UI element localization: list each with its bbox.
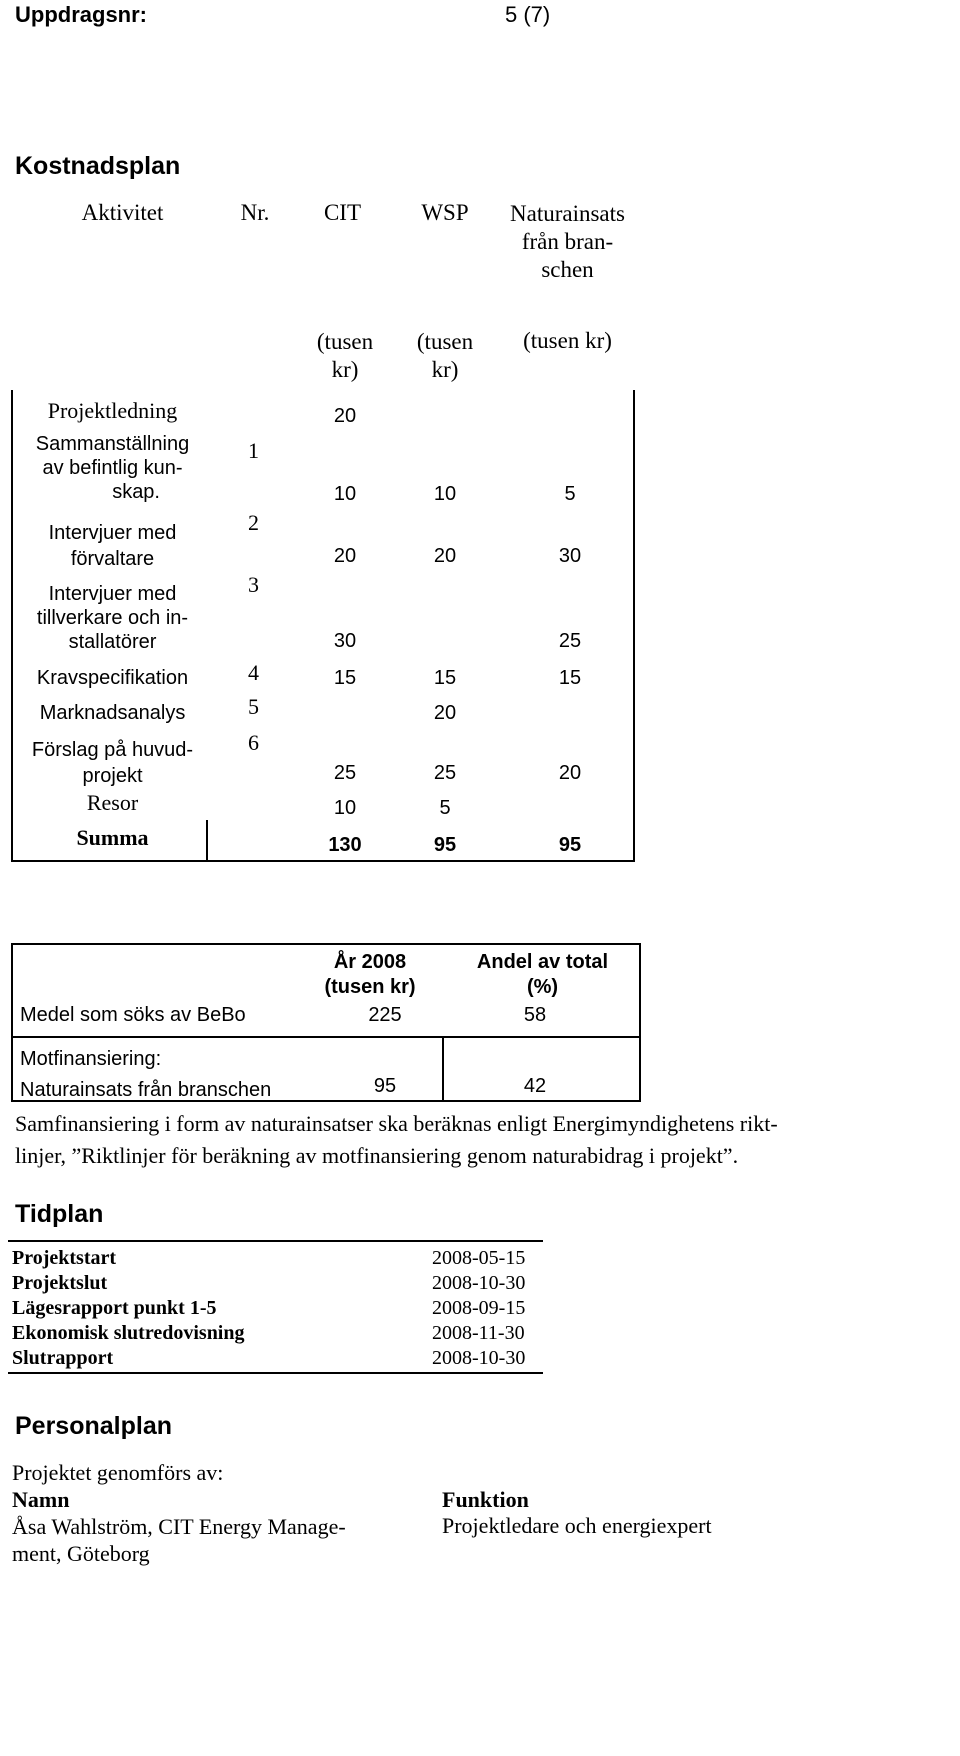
financing-note: [15, 1108, 955, 1172]
cell-wsp: 15: [433, 667, 457, 689]
tidplan-border-top: [8, 1240, 543, 1242]
fin-row1-value: 225: [368, 1004, 402, 1026]
fin-header-ar-line1: År 2008: [333, 951, 407, 973]
fin-border-right: [639, 943, 641, 1102]
tidplan-title: Tidplan: [15, 1200, 104, 1228]
cell-cit-total: 130: [328, 834, 362, 856]
personalplan-col-function: Funktion: [442, 1487, 529, 1512]
unit-cit-line1: (tusen: [316, 329, 374, 354]
row-label-line: av befintlig kun-: [42, 457, 183, 479]
cell-wsp: 20: [433, 545, 457, 567]
row-label-sammanstallning: [15, 432, 210, 504]
fin-row2-pct: 42: [523, 1075, 547, 1097]
personalplan-function: Projektledare och energiexpert: [442, 1513, 712, 1538]
cell-wsp: 25: [433, 762, 457, 784]
row-label-intervjuer-forvaltare: [15, 520, 210, 572]
cell-wsp: 5: [439, 797, 451, 819]
tidplan-date: 2008-10-30: [432, 1272, 526, 1294]
tidplan-date: 2008-05-15: [432, 1247, 526, 1269]
row-label-line: Förslag på huvud-: [31, 739, 194, 761]
col-header-cit: CIT: [323, 200, 362, 225]
unit-cit-line2: kr): [331, 357, 359, 382]
row-label-line: tillverkare och in-: [36, 607, 189, 629]
financing-note-line1: Samfinansiering i form av naturainsatser ska beräknas enligt Energimyndighetens rikt-: [15, 1111, 778, 1136]
fin-row2-label: [20, 1044, 271, 1106]
fin-row2-label-line2: Naturainsats från branschen: [20, 1079, 272, 1101]
row-label-line: projekt: [82, 765, 143, 787]
fin-row2-value: 95: [373, 1075, 397, 1097]
cell-cit: 25: [333, 762, 357, 784]
row-label-summa: Summa: [76, 825, 149, 850]
tidplan-label: Ekonomisk slutredovisning: [12, 1322, 245, 1344]
row-label-marknadsanalys: Marknadsanalys: [39, 702, 186, 724]
personalplan-col-name: Namn: [12, 1487, 70, 1512]
col-header-naturainsats-line2: från bran-: [521, 229, 614, 254]
tidplan-label: Projektstart: [12, 1247, 117, 1269]
cell-wsp: 20: [433, 702, 457, 724]
tidplan-label: Projektslut: [12, 1272, 108, 1294]
fin-row2-label-line1: Motfinansiering:: [20, 1048, 162, 1070]
personalplan-person-line2: ment, Göteborg: [12, 1541, 150, 1566]
cell-natur: 15: [558, 667, 582, 689]
cell-nr: 3: [248, 572, 259, 597]
fin-header-andel-line2: (%): [526, 976, 559, 998]
cell-nr: 6: [248, 730, 259, 755]
fin-header-andel: [460, 950, 625, 1000]
col-header-naturainsats: [495, 200, 640, 284]
fin-row1-pct: 58: [523, 1004, 547, 1026]
row-label-line: förvaltare: [70, 548, 155, 570]
col-header-naturainsats-line1: Naturainsats: [510, 201, 625, 226]
fin-border-top: [11, 943, 641, 945]
fin-border-left-bottom: [11, 1036, 13, 1102]
personalplan-person-line1: Åsa Wahlström, CIT Energy Manage-: [12, 1514, 346, 1539]
unit-wsp-line2: kr): [431, 357, 459, 382]
fin-row1-label: Medel som söks av BeBo: [20, 1004, 246, 1026]
cell-wsp-total: 95: [433, 834, 457, 856]
col-header-wsp: WSP: [421, 200, 469, 225]
fin-header-andel-line1: Andel av total: [476, 951, 609, 973]
cell-natur-total: 95: [558, 834, 582, 856]
personalplan-title: Personalplan: [15, 1412, 172, 1440]
fin-header-ar-line2: (tusen kr): [324, 976, 416, 998]
fin-col-divider: [442, 1036, 444, 1102]
personalplan-person: [12, 1513, 346, 1567]
col-header-naturainsats-line3: schen: [541, 257, 594, 282]
cell-nr: 2: [248, 510, 259, 535]
row-label-resor: Resor: [86, 790, 139, 815]
cell-natur: 20: [558, 762, 582, 784]
page-number: 5 (7): [505, 2, 551, 27]
row-label-line: Sammanställning: [35, 433, 190, 455]
tidplan-label: Lägesrapport punkt 1-5: [12, 1297, 217, 1319]
row-label-line: Intervjuer med: [48, 583, 177, 605]
row-label-intervjuer-tillverkare: [15, 582, 210, 654]
col-header-nr: Nr.: [240, 200, 270, 225]
cell-cit: 10: [333, 483, 357, 505]
cell-cit: 15: [333, 667, 357, 689]
row-label-line: Intervjuer med: [48, 522, 177, 544]
tidplan-date: 2008-11-30: [432, 1322, 525, 1344]
fin-border-middle: [11, 1036, 641, 1038]
cell-cit: 30: [333, 630, 357, 652]
unit-cit: [290, 328, 400, 384]
unit-wsp-line1: (tusen: [416, 329, 474, 354]
unit-naturainsats: (tusen kr): [523, 328, 612, 353]
cell-nr: 1: [248, 438, 259, 463]
table-border-right: [633, 390, 635, 862]
cell-cit: 20: [333, 405, 357, 427]
row-label-kravspecifikation: Kravspecifikation: [36, 667, 189, 689]
tidplan-date: 2008-09-15: [432, 1297, 526, 1319]
cell-natur: 25: [558, 630, 582, 652]
kostnadsplan-title: Kostnadsplan: [15, 152, 181, 180]
tidplan-label: Slutrapport: [12, 1347, 114, 1369]
cell-wsp: 10: [433, 483, 457, 505]
financing-note-line2: linjer, ”Riktlinjer för beräkning av motfinansiering genom naturabidrag i projekt”.: [15, 1143, 739, 1168]
cell-nr: 5: [248, 694, 259, 719]
row-label-projektledning: Projektledning: [47, 398, 178, 423]
cell-natur: 30: [558, 545, 582, 567]
unit-wsp: [395, 328, 495, 384]
cell-nr: 4: [248, 660, 259, 685]
fin-header-ar: [300, 950, 440, 1000]
row-label-forslag: [15, 737, 210, 789]
header-label: Uppdragsnr:: [15, 2, 147, 27]
tidplan-date: 2008-10-30: [432, 1347, 526, 1369]
fin-border-left-top: [11, 943, 13, 1038]
col-header-aktivitet: Aktivitet: [81, 200, 164, 225]
cell-natur: 5: [564, 483, 576, 505]
tidplan-border-bottom: [8, 1372, 543, 1374]
cell-cit: 10: [333, 797, 357, 819]
row-label-line: skap.: [112, 481, 160, 503]
personalplan-intro: Projektet genomförs av:: [12, 1460, 224, 1485]
cell-cit: 20: [333, 545, 357, 567]
table-border-bottom: [11, 860, 635, 862]
row-label-line: stallatörer: [68, 631, 157, 653]
table-border-left: [11, 390, 13, 862]
